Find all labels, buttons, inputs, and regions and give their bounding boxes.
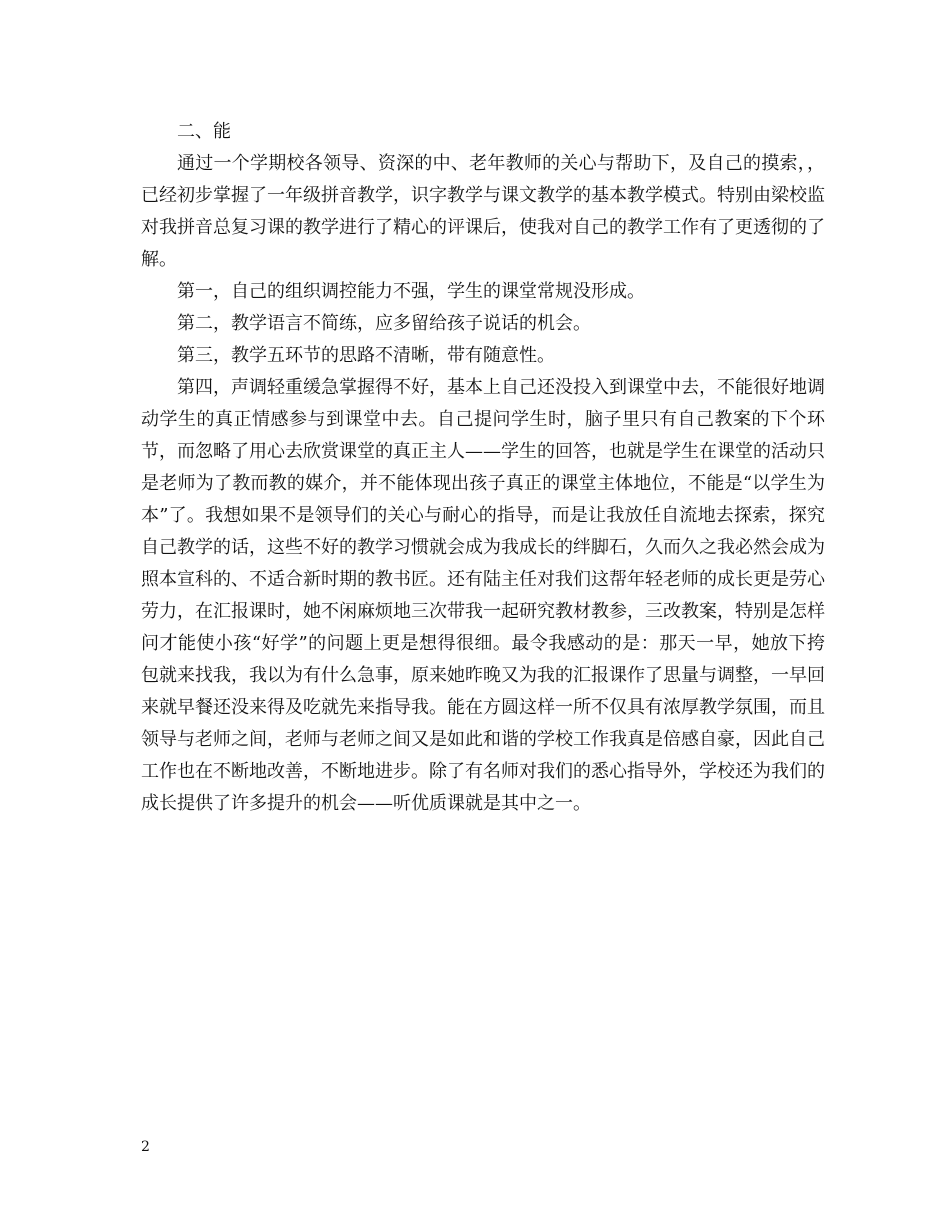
paragraph-point-two: 第二，教学语言不简练，应多留给孩子说话的机会。: [177, 313, 591, 334]
paragraph-point-four: 第四，声调轻重缓急掌握得不好，基本上自己还没投入到课堂中去，不能很好地调动学生的真正情感参与到课堂中去。自己提问学生时，脑子里只有自己教案的下个环节，而忽略了用心去欣赏课堂的真正主人——学生的回答，也就是学生在课堂的活动只是老师为了教而教的媒介，并不能体现出孩子真正的课堂主体地位，不能是“以学生为本”了。我想如果不是领导们的关心与耐心的指导，而是让我放任自流地去探索，探究自己教学的话，这些不好的教学习惯就会成为我成长的绊脚石，久而久之我必然会成为照本宣科的、不适合新时期的教书匠。还有陆主任对我们这帮年轻老师的成长更是劳心劳力，在汇报课时，她不闲麻烦地三次带我一起研究教材教参，三改教案，特别是怎样问才能使小孩“好学”的问题上更是想得很细。最令我感动的是：那天一早，她放下挎包就来找我，我以为有什么急事，原来她昨晚又为我的汇报课作了思量与调整，一早回来就早餐还没来得及吃就先来指导我。能在方圆这样一所不仅具有浓厚教学氛围，而且领导与老师之间，老师与老师之间又是如此和谐的学校工作我真是倍感自豪，因此自己工作也在不断地改善，不断地进步。除了有名师对我们的悉心指导外，学校还为我们的成长提供了许多提升的机会——听优质课就是其中之一。: [141, 377, 825, 814]
document-body: [141, 116, 825, 820]
paragraph-summary: 通过一个学期校各领导、资深的中、老年教师的关心与帮助下，及自己的摸索，，已经初步掌握了一年级拼音教学，识字教学与课文教学的基本教学模式。特别由梁校监对我拼音总复习课的教学进行了精心的评课后，使我对自己的教学工作有了更透彻的了解。: [141, 153, 825, 270]
section-heading: 二、能: [177, 121, 231, 142]
paragraph-point-one: 第一，自己的组织调控能力不强，学生的课堂常规没形成。: [177, 281, 645, 302]
page-number: 2: [141, 1139, 150, 1155]
paragraph-point-three: 第三，教学五环节的思路不清晰，带有随意性。: [177, 345, 555, 366]
